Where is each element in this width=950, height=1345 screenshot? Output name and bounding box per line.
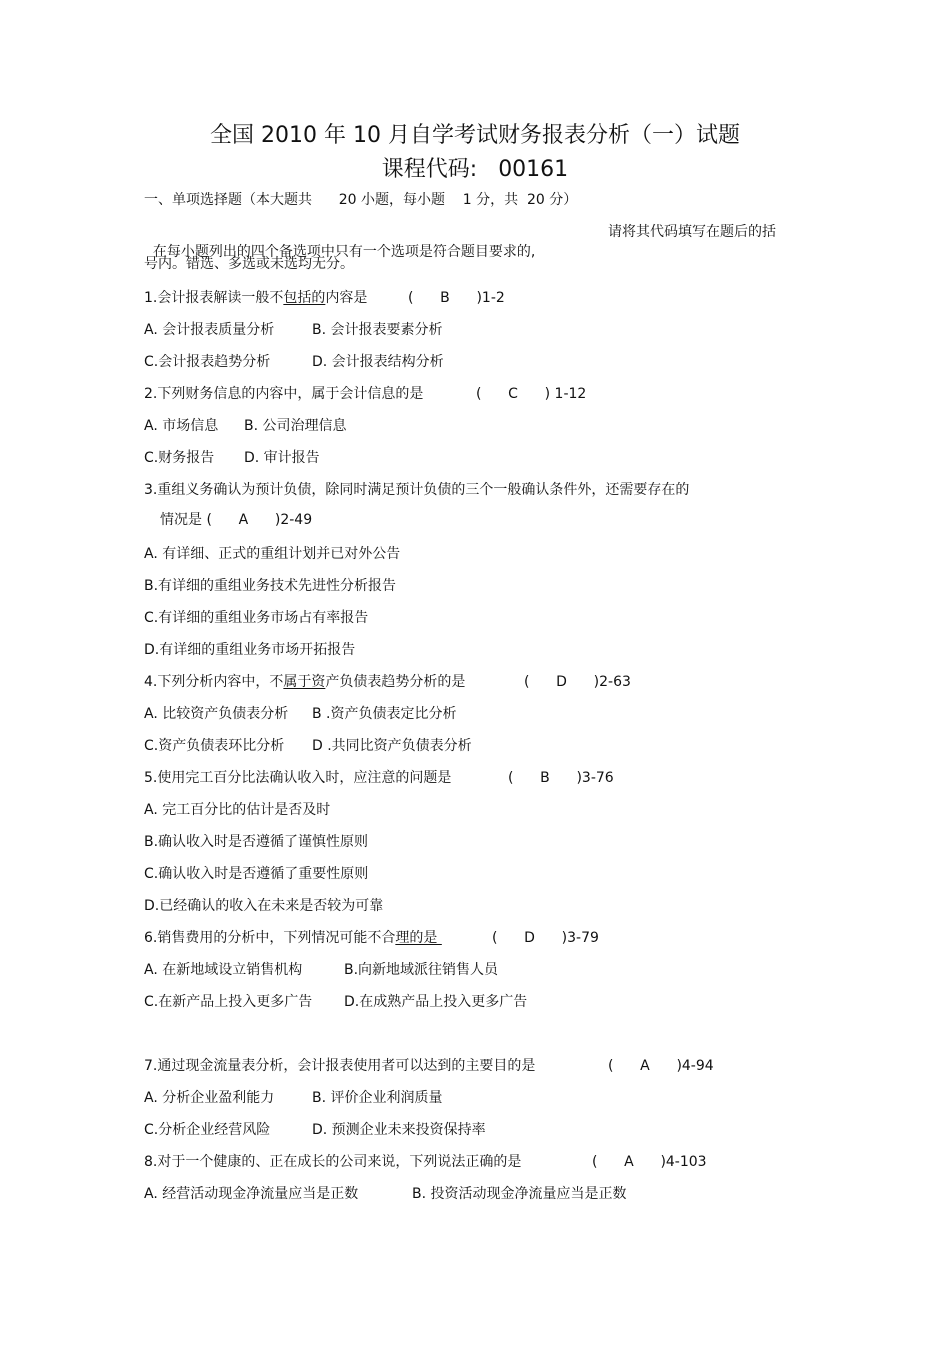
q7-option-c: C.分析企业经营风险 [144, 1122, 271, 1138]
q2-option-d: D. 审计报告 [244, 450, 320, 466]
q5-text: 5.使用完工百分比法确认收入时，应注意的问题是 [144, 770, 452, 786]
question-7 [144, 1056, 714, 1076]
q7-option-b: B. 评价企业利润质量 [312, 1090, 443, 1106]
q6-text: 6.销售费用的分析中，下列情况可能不合 [144, 930, 396, 946]
q4-underlined: 属于资 [283, 674, 326, 690]
q1-option-a: A. 会计报表质量分析 [144, 322, 275, 338]
q2-option-c: C.财务报告 [144, 450, 215, 466]
instructions-part-a: 在每小题列出的四个备选项中只有一个选项是符合题目要求的, [152, 244, 536, 260]
q5-option-a: A. 完工百分比的估计是否及时 [144, 802, 331, 818]
section-heading: 一、单项选择题（本大题共 20 小题，每小题 1 分，共 20 分） [144, 192, 578, 208]
q1-underlined: 包括的 [283, 290, 326, 306]
q7-answer: ( A )4-94 [608, 1058, 714, 1074]
q3-option-d: D.有详细的重组业务市场开拓报告 [144, 642, 356, 658]
q8-options-ab [144, 1184, 627, 1204]
q6-options-ab [144, 960, 499, 980]
instructions-part-b: 请将其代码填写在题后的括 [608, 224, 776, 240]
q5-answer: ( B )3-76 [508, 770, 614, 786]
q8-option-a: A. 经营活动现金净流量应当是正数 [144, 1186, 359, 1202]
q3-option-c: C.有详细的重组业务市场占有率报告 [144, 610, 369, 626]
q7-options-cd [144, 1120, 486, 1140]
q4-text: 4.下列分析内容中，不 [144, 674, 284, 690]
q7-option-a: A. 分析企业盈利能力 [144, 1090, 275, 1106]
q6-options-cd [144, 992, 528, 1012]
q8-answer: ( A )4-103 [592, 1154, 707, 1170]
question-5 [144, 768, 614, 788]
q1-answer: ( B )1-2 [408, 290, 505, 306]
q7-text: 7.通过现金流量表分析，会计报表使用者可以达到的主要目的是 [144, 1058, 536, 1074]
q6-option-c: C.在新产品上投入更多广告 [144, 994, 313, 1010]
q1-options-cd [144, 352, 444, 372]
q4-option-c: C.资产负债表环比分析 [144, 738, 285, 754]
q5-option-b: B.确认收入时是否遵循了谨慎性原则 [144, 834, 369, 850]
q2-options-cd [144, 448, 320, 468]
q4-text-end: 产负债表趋势分析的是 [325, 674, 466, 690]
q4-options-cd [144, 736, 472, 756]
q8-text: 8.对于一个健康的、正在成长的公司来说，下列说法正确的是 [144, 1154, 522, 1170]
q2-option-a: A. 市场信息 [144, 418, 219, 434]
q6-underlined: 理的是 [395, 930, 442, 946]
question-3-cont: 情况是 ( A )2-49 [160, 512, 313, 528]
exam-title: 全国 2010 年 10 月自学考试财务报表分析（一）试题 [210, 123, 740, 148]
question-4 [144, 672, 631, 692]
q4-option-a: A. 比较资产负债表分析 [144, 706, 289, 722]
q7-option-d: D. 预测企业未来投资保持率 [312, 1122, 486, 1138]
q3-option-a: A. 有详细、正式的重组计划并已对外公告 [144, 546, 401, 562]
q1-option-b: B. 会计报表要素分析 [312, 322, 443, 338]
q3-option-b: B.有详细的重组业务技术先进性分析报告 [144, 578, 397, 594]
q4-option-b: B .资产负债表定比分析 [312, 706, 457, 722]
q2-text: 2.下列财务信息的内容中，属于会计信息的是 [144, 386, 424, 402]
q1-text-end: 内容是 [325, 290, 368, 306]
q4-option-d: D .共同比资产负债表分析 [312, 738, 472, 754]
q1-options-ab [144, 320, 443, 340]
q2-options-ab [144, 416, 347, 436]
course-code: 课程代码: 00161 [381, 157, 569, 182]
instructions-line-2: 号内。错选、多选或未选均无分。 [144, 256, 354, 272]
question-2 [144, 384, 587, 404]
question-3: 3.重组义务确认为预计负债，除同时满足预计负债的三个一般确认条件外，还需要存在的 [144, 482, 690, 498]
question-6 [144, 928, 599, 948]
q1-option-c: C.会计报表趋势分析 [144, 354, 271, 370]
question-1 [144, 288, 505, 308]
q1-text: 1.会计报表解读一般不 [144, 290, 284, 306]
q4-options-ab [144, 704, 457, 724]
q6-option-b: B.向新地域派往销售人员 [344, 962, 499, 978]
q4-answer: ( D )2-63 [524, 674, 631, 690]
question-8 [144, 1152, 707, 1172]
q7-options-ab [144, 1088, 443, 1108]
q1-option-d: D. 会计报表结构分析 [312, 354, 444, 370]
q6-answer: ( D )3-79 [492, 930, 599, 946]
q5-option-c: C.确认收入时是否遵循了重要性原则 [144, 866, 369, 882]
q8-option-b: B. 投资活动现金净流量应当是正数 [412, 1186, 627, 1202]
q2-option-b: B. 公司治理信息 [244, 418, 347, 434]
q5-option-d: D.已经确认的收入在未来是否较为可靠 [144, 898, 384, 914]
q6-option-d: D.在成熟产品上投入更多广告 [344, 994, 528, 1010]
q6-option-a: A. 在新地域设立销售机构 [144, 962, 303, 978]
q2-answer: ( C ) 1-12 [476, 386, 587, 402]
